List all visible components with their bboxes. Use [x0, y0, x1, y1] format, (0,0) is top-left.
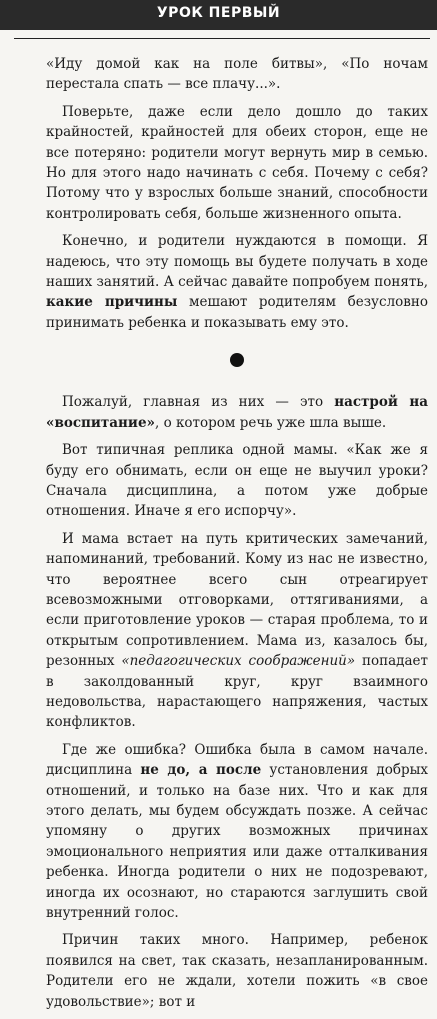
paragraph	[46, 102, 428, 224]
section-separator-dot	[230, 353, 244, 367]
emphasis-bold: настрой на «воспитание»	[46, 394, 428, 431]
paragraph-text: Причин таких много. Например, ребенок появился на свет, так сказать, незапланированным. Родители его не ждали, хотели пожить «в свое удовольствие»; вот и	[46, 932, 428, 1010]
paragraph-quote	[46, 54, 428, 95]
paragraph-text: Где же ошибка? Ошибка была в самом начале. дисциплина	[46, 741, 428, 779]
chapter-header-bar	[0, 0, 437, 30]
body-text	[46, 54, 428, 1019]
paragraph	[46, 930, 428, 1012]
paragraph-text: «Иду домой как на поле битвы», «По ночам перестала спать — все плачу...».	[46, 56, 428, 93]
emphasis-bold: какие причины	[46, 294, 178, 311]
paragraph	[46, 392, 428, 433]
paragraph-text: Поверьте, даже если дело дошло до таких крайностей, крайностей для обеих сторон, еще не все потеряно: родители могут вернуть мир в семью. Но для этого надо начинать с себя. Почему с себя? Потому что у взрослых больше знаний, способности контролировать себя, больше жизненного опыта.	[46, 103, 428, 222]
paragraph-text: попадает в заколдованный круг, круг взаимного недовольства, нарастающего напряжения, частых конфликтов.	[46, 653, 428, 731]
chapter-title: УРОК ПЕРВЫЙ	[156, 5, 281, 21]
emphasis-bold: не до, а после	[140, 762, 262, 779]
paragraph-text: И мама встает на путь критических замечаний, напоминаний, требований. Кому из нас не известно, что вероятнее всего сын отреагирует всевозможными отговорками, оттягиваниями, а если приготовление уроков — старая проблема, то и открытым сопротивлением. Мама из, казалось бы, резонных	[46, 530, 428, 670]
paragraph	[46, 740, 428, 924]
paragraph-text: Пожалуй, главная из них — это	[62, 394, 335, 411]
emphasis-italic: «педагогических соображений»	[121, 653, 356, 670]
paragraph-text: мешают родителям безусловно принимать ребенка и показывать ему это.	[46, 294, 428, 331]
header-rule	[14, 38, 430, 39]
paragraph	[46, 440, 428, 522]
paragraph-text: Вот типичная реплика одной мамы. «Как же я буду его обнимать, если он еще не выучил уроки? Сначала дисциплина, а потом уже добрые отношения. Иначе я его испорчу».	[46, 442, 428, 520]
paragraph-text: Конечно, и родители нуждаются в помощи. Я надеюсь, что эту помощь вы будете получать в ходе наших занятий. А сейчас давайте попробуем понять,	[46, 233, 428, 291]
paragraph	[46, 529, 428, 733]
paragraph-text: , о котором речь уже шла выше.	[154, 414, 387, 431]
paragraph	[46, 231, 428, 333]
paragraph-text: установления добрых отношений, и только на базе них. Что и как для этого делать, мы будем обсуждать позже. А сейчас упомяну о других возможных причинах эмоционального неприятия или даже отталкивания ребенка. Иногда родители о них не подозревают, иногда их осознают, но стараются заглушить свой внутренний голос.	[46, 762, 428, 922]
